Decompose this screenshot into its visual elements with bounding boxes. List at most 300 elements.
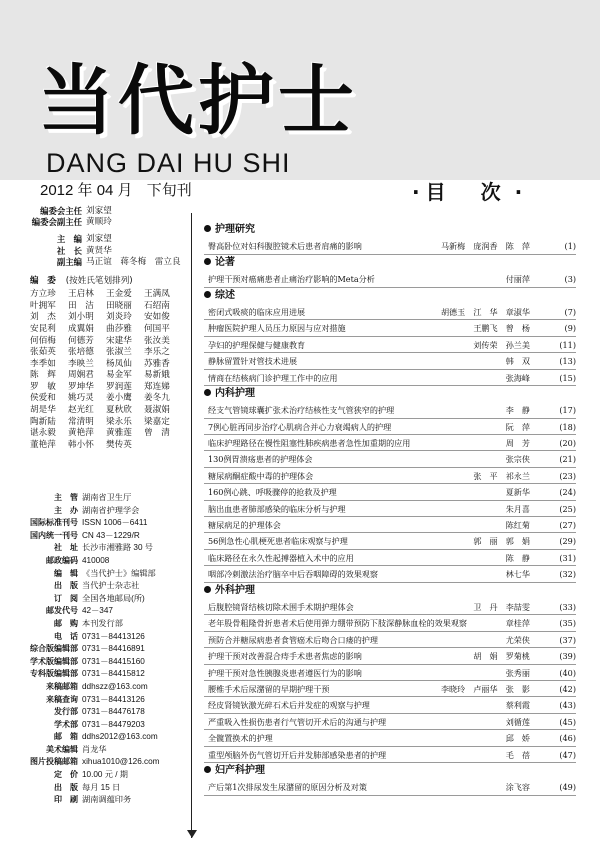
toc-section-title: 内科护理	[215, 387, 255, 399]
toc-entry[interactable]	[204, 632, 576, 648]
toc-entry-page: (20)	[559, 438, 576, 449]
toc-entry-title: 护理干预对癌痛患者止痛治疗影响的Meta分析	[208, 274, 375, 285]
toc-entry-authors: 陈 静	[505, 552, 530, 563]
publication-value: 肖龙华	[82, 744, 107, 754]
toc-entry-authors: 付丽萍	[505, 274, 530, 285]
toc-heading-text: 目 次·	[425, 180, 537, 204]
toc-entry[interactable]	[204, 566, 576, 582]
committee-heading	[30, 276, 190, 287]
toc-entry-title: 临床护理路径在慢性阻塞性肺疾病患者急性加重期的应用	[208, 438, 411, 449]
column-divider	[191, 213, 192, 838]
toc-entry-title: 静脉留置针对管技术进展	[208, 356, 298, 367]
journal-title: 当代护士	[38, 56, 358, 145]
publication-label: 出 版	[54, 581, 78, 591]
publication-value: 0731－84413126	[82, 694, 145, 704]
toc-entry-page: (9)	[564, 323, 576, 334]
committee-member: 姚巧灵	[68, 393, 94, 404]
toc-entry-page: (46)	[559, 733, 576, 744]
credit-role: 编委会副主任	[31, 217, 82, 228]
toc-entry-page: (11)	[559, 339, 576, 350]
toc-entry-authors: 周 芳	[505, 438, 530, 449]
toc-entry-title: 160例心跳、呼吸骤停的抢救及护理	[208, 487, 337, 498]
toc-entry-title: 临床路径在永久性起搏器植入术中的应用	[208, 552, 354, 563]
toc-entry-page: (32)	[559, 569, 576, 580]
toc-entry[interactable]	[204, 435, 576, 451]
committee-member: 黄艳萍	[68, 428, 94, 439]
toc-entry-title: 肿瘤医院护理人员压力原因与应对措施	[208, 323, 346, 334]
publication-row	[0, 744, 190, 757]
publication-label: 定 价	[54, 770, 78, 780]
publication-label: 编 辑	[54, 568, 78, 578]
publication-row	[0, 694, 190, 707]
committee-row	[30, 393, 190, 405]
committee-row	[30, 405, 190, 417]
committee-member: 易金军	[106, 370, 132, 381]
toc-entry-title: 产后第1次排尿发生尿潴留的原因分析及对策	[208, 782, 367, 793]
committee-member: 胡是华	[30, 405, 56, 416]
committee-row	[30, 417, 190, 429]
toc-entry-authors: 李 静	[505, 405, 530, 416]
publication-value: 当代护士杂志社	[82, 581, 140, 591]
credit-row	[0, 257, 190, 268]
toc-entry-authors: 林七华	[505, 569, 530, 580]
committee-member: 易新娥	[144, 370, 170, 381]
committee-member: 张培德	[68, 347, 94, 358]
toc-entry-page: (29)	[559, 536, 576, 547]
bullet-icon	[204, 258, 211, 265]
toc-section-heading	[204, 222, 576, 238]
publication-row	[0, 681, 190, 694]
toc-entry-page: (42)	[559, 683, 576, 694]
publication-value: 湖南调蕴印务	[82, 795, 132, 805]
committee-member: 夏秋欣	[106, 405, 132, 416]
committee-member: 周娴君	[68, 370, 94, 381]
committee-member: 陶新陆	[30, 416, 56, 427]
publication-row	[0, 605, 190, 618]
toc-entry-title: 密闭式吸痰的临床应用进展	[208, 306, 306, 317]
editorial-board	[0, 206, 190, 451]
toc-entry-title: 56例急性心肌梗死患者临床观察与护理	[208, 536, 348, 547]
committee-row	[30, 301, 190, 313]
committee-member: 王启林	[68, 289, 94, 300]
toc-entry[interactable]	[204, 370, 576, 386]
toc-entry[interactable]	[204, 747, 576, 763]
toc-section-heading	[204, 288, 576, 304]
publication-label: 邮发代号	[46, 606, 78, 616]
toc-entry-page: (7)	[564, 306, 576, 317]
committee-row	[30, 382, 190, 394]
toc-entry-page: (18)	[559, 421, 576, 432]
bullet-icon	[204, 225, 211, 232]
toc-entry-page: (40)	[559, 667, 576, 678]
publication-row	[0, 656, 190, 669]
publication-label: 专科版编辑部	[30, 669, 78, 679]
publication-label: 发行部	[54, 707, 78, 717]
publication-value: ISSN 1006－6411	[82, 518, 148, 528]
credit-role: 主 编	[56, 234, 82, 245]
toc-entry-authors: 章桂萍	[505, 618, 530, 629]
toc-entry-title: 咽部冷刺激法治疗脑卒中后吞咽障碍的效果观察	[208, 569, 378, 580]
toc-entry[interactable]	[204, 517, 576, 533]
toc-entry-title: 老年股骨粗隆骨折患者术后使用弹力绷带预防下肢深静脉血栓的效果观察	[208, 618, 468, 629]
publication-value: 0731－84415812	[82, 669, 145, 679]
toc-entry-title: 护理干预对急性胰腺炎患者遵医行为的影响	[208, 667, 362, 678]
toc-entry[interactable]	[204, 665, 576, 681]
toc-entry-page: (35)	[559, 618, 576, 629]
committee-member: 黄雅莲	[106, 428, 132, 439]
toc-entry-authors: 尤荣侠	[505, 634, 530, 645]
publication-row	[0, 555, 190, 568]
publication-label: 订 阅	[54, 593, 78, 603]
committee-member: 陈 辉	[30, 370, 56, 381]
toc-entry[interactable]	[204, 468, 576, 484]
credit-name: 黄贤华	[86, 245, 112, 256]
bullet-icon	[204, 586, 211, 593]
credit-row	[0, 206, 190, 217]
publication-row	[0, 492, 190, 505]
toc-entry-authors: 卫 丹 李喆雯	[473, 601, 530, 612]
committee-member: 罗润莲	[106, 381, 132, 392]
publication-label: 社 址	[54, 543, 78, 553]
toc-entry-authors: 张宗侠	[505, 454, 530, 465]
committee-member: 董艳萍	[30, 439, 56, 450]
committee-member	[144, 440, 182, 452]
toc-entry-page: (1)	[564, 241, 576, 252]
toc-section-heading	[204, 255, 576, 271]
toc-entry-authors: 张海峰	[505, 372, 530, 383]
toc-entry-authors: 张 平 祁永兰	[473, 470, 530, 481]
bullet-icon	[204, 766, 211, 773]
publication-row	[0, 618, 190, 631]
publication-label: 综合版编辑部	[30, 644, 78, 654]
credit-role: 编委会主任	[40, 206, 82, 216]
toc-entry-authors: 郭 丽 郭 娟	[473, 536, 530, 547]
publication-row	[0, 568, 190, 581]
committee-row	[30, 336, 190, 348]
committee-member: 安昆利	[30, 323, 56, 334]
committee-member: 张汝美	[144, 335, 170, 346]
toc-entry-page: (17)	[559, 405, 576, 416]
committee-row	[30, 359, 190, 371]
toc-entry[interactable]	[204, 779, 576, 795]
committee-member: 郑连娣	[144, 381, 170, 392]
publication-row	[0, 593, 190, 606]
publication-label: 美术编辑	[46, 744, 78, 754]
toc-entry[interactable]	[204, 681, 576, 697]
committee-member: 方立珍	[30, 289, 56, 300]
toc-entry-title: 预防合并糖尿病患者食管癌术后吻合口瘘的护理	[208, 634, 378, 645]
toc-entry-page: (21)	[559, 454, 576, 465]
toc-entry[interactable]	[204, 353, 576, 369]
toc-entry-title: 后腹腔镜肾结核切除术围手术期护理体会	[208, 601, 354, 612]
committee-member: 刘炎玲	[106, 312, 132, 323]
publication-value: 每月 15 日	[82, 782, 121, 792]
toc-entry[interactable]	[204, 238, 576, 254]
toc-entry-title: 经支气管镜球囊扩张术治疗结核性支气管狭窄的护理	[208, 405, 395, 416]
committee-member: 田晓丽	[106, 300, 132, 311]
toc-entry[interactable]	[204, 451, 576, 467]
committee-member: 安如俊	[144, 312, 170, 323]
committee-note: (按姓氏笔划排列)	[65, 275, 133, 286]
toc-entry-page: (13)	[559, 356, 576, 367]
toc-entry[interactable]	[204, 271, 576, 287]
credit-row	[0, 234, 190, 245]
publication-label: 来稿邮箱	[46, 681, 78, 691]
committee-member: 韩小怀	[68, 439, 94, 450]
publication-label: 主 管	[54, 493, 78, 502]
toc-entry-page: (43)	[559, 700, 576, 711]
publication-label: 图片投稿邮箱	[30, 757, 78, 767]
toc-entry-authors: 张秀丽	[505, 667, 530, 678]
committee-member: 聂淑娟	[144, 405, 170, 416]
toc-entry-authors: 阮 萍	[505, 421, 530, 432]
publication-value: CN 43－1229/R	[82, 530, 140, 540]
publication-value: 0731－84479203	[82, 719, 145, 729]
committee-member: 张淑兰	[106, 347, 132, 358]
toc-entry-authors: 胡 娟 罗菊桃	[473, 651, 530, 662]
committee-member: 苏雅香	[144, 358, 170, 369]
toc-section-heading	[204, 583, 576, 599]
credit-name: 马正谊 蒋冬梅 雷立良	[86, 256, 181, 267]
committee-member: 李映兰	[68, 358, 94, 369]
toc-entry[interactable]	[204, 304, 576, 320]
publication-label: 出 版	[54, 782, 78, 792]
toc-entry-page: (45)	[559, 716, 576, 727]
committee-member: 宋建华	[106, 335, 132, 346]
publication-value: 全国各地邮局(所)	[82, 593, 145, 603]
toc-entry-title: 7例心脏再同步治疗心肌病合并心力衰竭病人的护理	[208, 421, 392, 432]
toc-entry-page: (15)	[559, 372, 576, 383]
toc-entry-title: 腰椎手术后尿潴留的早期护理干预	[208, 683, 330, 694]
toc-entry-title: 孕妇的护理保健与健康教育	[208, 339, 306, 350]
toc-entry-authors: 胡德玉 江 华 章淑华	[440, 306, 530, 317]
toc-entry[interactable]	[204, 337, 576, 353]
credit-role: 副主编	[56, 256, 82, 267]
publication-info	[0, 492, 190, 807]
toc-entry[interactable]	[204, 320, 576, 336]
publication-row	[0, 542, 190, 555]
publication-label: 印 刷	[54, 795, 78, 805]
committee-member: 常清明	[68, 416, 94, 427]
journal-title-pinyin: DANG DAI HU SHI	[46, 148, 291, 178]
issue-edition: 下旬刊	[146, 182, 192, 199]
toc-entry-authors: 马新梅 庞润香 陈 萍	[440, 241, 530, 252]
committee-row	[30, 324, 190, 336]
toc-section-title: 护理研究	[215, 224, 255, 235]
publication-label: 学术部	[54, 719, 78, 729]
toc-entry-authors: 蔡利霞	[505, 700, 530, 711]
toc-section-title: 综述	[215, 289, 235, 301]
publication-value: 0731－84416891	[82, 644, 145, 654]
committee-member: 赵光红	[68, 405, 94, 416]
publication-row	[0, 580, 190, 593]
toc-section-heading	[204, 763, 576, 779]
toc-entry-page: (3)	[564, 274, 576, 285]
toc-entry-page: (24)	[559, 487, 576, 498]
committee-member: 田 洁	[68, 300, 94, 311]
publication-value: 《当代护士》编辑部	[82, 568, 156, 578]
committee-member: 罗 敏	[30, 381, 56, 392]
committee-member: 梁嘉定	[144, 416, 170, 427]
toc-entry[interactable]	[204, 484, 576, 500]
toc-section-title: 外科护理	[215, 584, 255, 596]
publication-label: 来稿查询	[46, 694, 78, 704]
toc-entry-title: 经皮肾镜钬激光碎石术后并发症的观察与护理	[208, 700, 370, 711]
committee-label: 编 委	[30, 275, 56, 286]
toc-entry-title: 护理干预对改善混合痔手术患者焦虑的影响	[208, 651, 362, 662]
committee-member: 何佰梅	[30, 335, 56, 346]
publication-row	[0, 505, 190, 518]
committee-row	[30, 440, 190, 452]
toc-entry-title: 严重吸入性损伤患者行气管切开术后的沟通与护理	[208, 716, 387, 727]
toc-entry-title: 糖尿病足的护理体会	[208, 520, 281, 531]
credit-name: 刘家望	[86, 206, 112, 216]
toc-entry-authors: 夏新华	[505, 487, 530, 498]
publication-value: 42－347	[82, 606, 113, 616]
toc-entry[interactable]	[204, 599, 576, 615]
publication-row	[0, 794, 190, 807]
committee-row	[30, 428, 190, 440]
toc-entry-title: 130例胃溃疡患者的护理体会	[208, 454, 313, 465]
issue-date: 2012 年 04 月	[40, 182, 133, 199]
toc-entry[interactable]	[204, 419, 576, 435]
committee-member: 刘 杰	[30, 312, 56, 323]
toc-entry-title: 臀高卧位对妇科腹腔镜术后患者肩痛的影响	[208, 241, 362, 252]
publication-label: 主 办	[54, 505, 78, 515]
issue-info	[40, 182, 202, 200]
publication-row	[0, 643, 190, 656]
toc-entry-page: (37)	[559, 634, 576, 645]
toc-entry[interactable]	[204, 550, 576, 566]
committee-member: 姜小鹰	[106, 393, 132, 404]
toc-entry[interactable]	[204, 402, 576, 418]
toc-entry-title: 重型颅脑外伤气管切开后并发肺部感染患者的护理	[208, 749, 387, 760]
toc-section-heading	[204, 386, 576, 402]
toc-entry[interactable]	[204, 501, 576, 517]
toc-entry-page: (49)	[559, 782, 576, 793]
credit-role: 社 长	[56, 245, 82, 256]
toc-entry[interactable]	[204, 730, 576, 746]
committee-row	[30, 347, 190, 359]
toc-entry-authors: 涂飞容	[505, 782, 530, 793]
publication-value: 湖南省卫生厅	[82, 493, 132, 502]
toc-entry-title: 情商在结核病门诊护理工作中的应用	[208, 372, 338, 383]
publication-value: 410008	[82, 555, 110, 565]
toc-heading-dot: ·	[412, 180, 420, 204]
publication-value: 0731－84415160	[82, 656, 145, 666]
publication-value: ddhs2012@163.com	[82, 732, 158, 742]
publication-value: 10.00 元 / 期	[82, 770, 128, 780]
committee-member: 刘小明	[68, 312, 94, 323]
committee-member: 罗坤华	[68, 381, 94, 392]
committee-member: 曲莎雅	[106, 323, 132, 334]
toc-heading	[412, 180, 536, 204]
publication-row	[0, 731, 190, 744]
committee-list	[30, 289, 190, 451]
toc-entry-authors: 邱 娇	[505, 733, 530, 744]
publication-value: 湖南省护理学会	[82, 505, 140, 515]
committee-member: 王金爱	[106, 289, 132, 300]
credit-name: 刘家望	[86, 234, 112, 245]
bullet-icon	[204, 291, 211, 298]
toc-section-title: 妇产科护理	[215, 764, 265, 776]
toc-entry-page: (31)	[559, 552, 576, 563]
committee-member: 曾 清	[144, 428, 170, 439]
toc-entry-title: 糖尿病酮症酸中毒的护理体会	[208, 470, 314, 481]
toc-entry[interactable]	[204, 697, 576, 713]
toc-entry-authors: 韩 双	[505, 356, 530, 367]
toc-entry-page: (39)	[559, 651, 576, 662]
publication-row	[0, 782, 190, 795]
toc-entry[interactable]	[204, 533, 576, 549]
publication-value: 0731－84413126	[82, 631, 145, 641]
toc-entry-authors: 朱月喜	[505, 503, 530, 514]
toc-entry-title: 全髋置换术的护理	[208, 733, 273, 744]
divider-arrow	[187, 830, 197, 838]
credit-row	[0, 246, 190, 257]
toc-entry-authors: 李晓玲 卢丽华 张 影	[440, 683, 530, 694]
committee-member: 谌永毅	[30, 428, 56, 439]
publication-row	[0, 719, 190, 732]
committee-member: 李乐之	[144, 347, 170, 358]
credit-row	[0, 217, 190, 228]
bullet-icon	[204, 389, 211, 396]
publication-label: 邮 箱	[54, 732, 78, 742]
publication-row	[0, 668, 190, 681]
committee-member: 樊传英	[106, 439, 132, 450]
committee-row	[30, 312, 190, 324]
committee-member: 何德芳	[68, 335, 94, 346]
publication-row	[0, 769, 190, 782]
toc-entry-authors: 毛 蓓	[505, 749, 530, 760]
publication-value: 本刊发行部	[82, 618, 123, 628]
publication-label: 国际标准刊号	[30, 518, 78, 528]
committee-member: 杨凤仙	[106, 358, 132, 369]
publication-label: 学术版编辑部	[30, 656, 78, 666]
publication-row	[0, 706, 190, 719]
committee-member: 姜冬九	[144, 393, 170, 404]
toc-entry[interactable]	[204, 615, 576, 631]
publication-label: 国内统一刊号	[30, 530, 78, 540]
publication-value: 0731－84476178	[82, 707, 145, 717]
toc-entry-authors: 王鹏飞 曾 杨	[473, 323, 530, 334]
table-of-contents	[204, 222, 576, 796]
toc-entry[interactable]	[204, 714, 576, 730]
committee-member: 张茹英	[30, 347, 56, 358]
committee-member: 叶拥军	[30, 300, 56, 311]
publication-label: 邮政编码	[46, 555, 78, 565]
committee-member: 梁永乐	[106, 416, 132, 427]
publication-label: 电 话	[54, 631, 78, 641]
toc-entry-page: (23)	[559, 470, 576, 481]
publication-row	[0, 530, 190, 543]
toc-entry-authors: 陈红菊	[505, 520, 530, 531]
committee-member: 何国平	[144, 323, 170, 334]
toc-entry-page: (27)	[559, 520, 576, 531]
committee-member: 李季如	[30, 358, 56, 369]
publication-row	[0, 756, 190, 769]
committee-member: 王满凤	[144, 289, 170, 300]
toc-entry-page: (33)	[559, 601, 576, 612]
committee-row	[30, 289, 190, 301]
toc-section-title: 论著	[215, 256, 235, 268]
committee-member: 成翼娟	[68, 323, 94, 334]
publication-row	[0, 517, 190, 530]
toc-entry-title: 脑出血患者肺部感染的临床分析与护理	[208, 503, 346, 514]
committee-row	[30, 370, 190, 382]
toc-entry[interactable]	[204, 648, 576, 664]
publication-value: ddhszz@163.com	[82, 681, 148, 691]
